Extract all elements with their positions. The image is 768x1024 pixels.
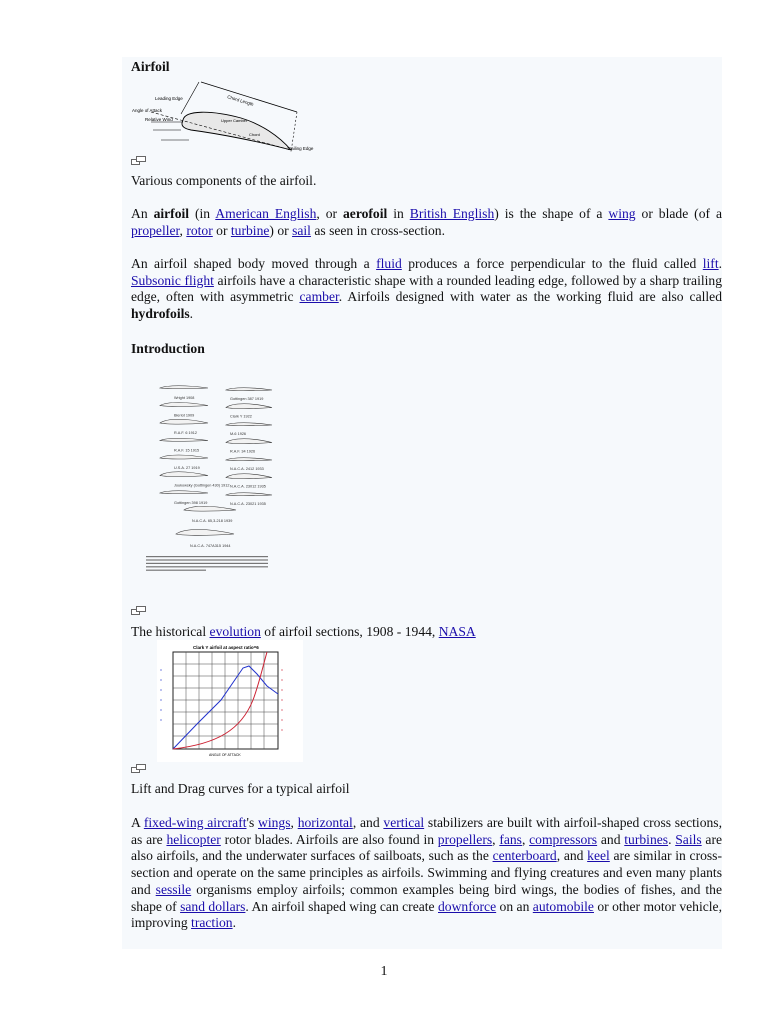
lift-drag-chart-xlabel: ANGLE OF ATTACK	[209, 753, 241, 757]
airfoil-section-left	[160, 455, 208, 459]
link-fans[interactable]: fans	[499, 831, 522, 847]
link-american-english[interactable]: American English	[215, 206, 317, 221]
airfoil-section-label: R.A.F. 6 1912	[174, 431, 198, 435]
lift-drag-chart-title: Clark Y airfoil at aspect ratio=6	[193, 645, 259, 650]
airfoil-section-left	[160, 472, 208, 477]
term-aerofoil: aerofoil	[342, 206, 388, 221]
link-fixed-wing-aircraft[interactable]: fixed-wing aircraft	[143, 815, 247, 830]
chord-length-label: Chord Length	[226, 94, 255, 107]
airfoil-section-bottom	[184, 506, 236, 511]
airfoil-section-label: R.A.F. 15 1915	[174, 448, 200, 453]
page-title: Airfoil	[131, 59, 170, 74]
airfoil-section-right	[226, 404, 272, 409]
airfoil-section-label: Gottingen 398 1919	[174, 501, 208, 505]
airfoil-section-right	[226, 388, 272, 391]
airfoil-section-left	[160, 419, 208, 424]
airfoil-section-left	[160, 386, 208, 389]
link-sessile[interactable]: sessile	[155, 881, 192, 897]
link-traction[interactable]: traction	[191, 915, 233, 931]
leading-edge-label: Leading Edge	[155, 96, 183, 101]
airfoil-section-label: N.A.C.A. 747A315 1944	[190, 544, 231, 548]
term-hydrofoils: hydrofoils	[131, 306, 190, 322]
upper-camber-label: Upper Camber	[221, 118, 248, 123]
link-wings[interactable]: wings	[258, 815, 291, 830]
airfoil-evolution-figure	[140, 382, 290, 576]
fine-print-line	[146, 559, 268, 560]
link-propellers[interactable]: propellers	[437, 831, 493, 847]
link-horizontal[interactable]: horizontal	[297, 815, 353, 830]
airfoil-section-label: Bleriot 1909	[174, 413, 195, 418]
airfoil-section-right	[226, 458, 272, 461]
fine-print-line	[146, 563, 268, 564]
link-lift[interactable]: lift	[702, 256, 719, 271]
airfoil-section-label: Gottingen 387 1919	[230, 397, 264, 401]
link-downforce[interactable]: downforce	[438, 898, 497, 914]
lift-paragraph: An airfoil shaped body moved through a fluid produces a force perpendicular to the fluid called lift. Subsonic flight airfoils have a characteristic shape with a rounded leading edge, followed by a sharp trailing edge, often with asymmetric camber. Airfoils designed with water as the working fluid are also called hydrofoils.	[131, 256, 723, 322]
link-sand-dollars[interactable]: sand dollars	[180, 898, 246, 914]
link-subsonic-flight[interactable]: Subsonic flight	[131, 272, 214, 288]
airfoil-section-left	[160, 403, 208, 407]
link-vertical[interactable]: vertical	[383, 815, 425, 830]
link-wing[interactable]: wing	[608, 206, 636, 221]
fine-print-line	[146, 570, 206, 571]
airfoil-section-right	[226, 439, 272, 444]
link-automobile[interactable]: automobile	[532, 898, 594, 914]
link-centerboard[interactable]: centerboard	[492, 848, 557, 864]
link-keel[interactable]: keel	[587, 848, 610, 864]
airfoil-section-label: N.A.C.A. 23012 1935	[230, 484, 266, 489]
fine-print-line	[146, 566, 268, 567]
link-camber[interactable]: camber	[299, 289, 339, 305]
link-rotor[interactable]: rotor	[186, 222, 213, 238]
introduction-heading: Introduction	[131, 341, 205, 356]
fine-print-line	[146, 556, 268, 557]
airfoil-section-label: U.S.A. 27 1919	[174, 466, 200, 470]
figure2-caption: The historical evolution of airfoil sections, 1908 - 1944, NASA	[131, 624, 476, 639]
link-nasa[interactable]: NASA	[438, 624, 476, 639]
relative-wind-label: Relative Wind	[145, 117, 173, 122]
link-sails[interactable]: Sails	[675, 831, 702, 847]
link-sail[interactable]: sail	[292, 222, 311, 238]
link-turbine[interactable]: turbine	[230, 222, 270, 238]
airfoil-section-label: N.A.C.A. 2412 1933	[230, 467, 264, 471]
enlarge-icon[interactable]	[131, 606, 146, 615]
airfoil-section-right	[226, 423, 272, 426]
applications-paragraph: A fixed-wing aircraft's wings, horizontal, and vertical stabilizers are built with airfoil-shaped cross sections, as are helicopter rotor blades. Airfoils are also found in propellers, fans, compressors and turbines. Sails are also airfoils, and the underwater surfaces of sailboats, such as the centerboard, and keel are similar in cross-section and operate on the same principles as airfoils. Swimming and flying creatures and even many plants and sessile organisms employ airfoils; common examples being bird wings, the bodies of fishes, and the shape of sand dollars. An airfoil shaped wing can create downforce on an automobile or other motor vehicle, improving traction.	[131, 815, 723, 931]
link-evolution[interactable]: evolution	[209, 624, 261, 639]
page-number: 1	[380, 964, 388, 979]
airfoil-components-diagram	[131, 78, 314, 158]
airfoil-section-label: R.A.F. 34 1926	[230, 449, 256, 454]
enlarge-icon[interactable]	[131, 764, 146, 773]
airfoil-section-label: N.A.C.A. 23021 1935	[230, 502, 266, 506]
airfoil-section-right	[226, 493, 272, 496]
link-propeller[interactable]: propeller	[131, 222, 180, 238]
link-compressors[interactable]: compressors	[529, 831, 598, 847]
lift-drag-chart	[157, 640, 303, 762]
intro-paragraph: An airfoil (in American English, or aerofoil in British English) is the shape of a wing or blade (of a propeller, rotor or turbine) or sail as seen in cross-section.	[131, 206, 723, 238]
airfoil-section-bottom	[176, 530, 234, 536]
chord-label: Chord	[249, 132, 260, 137]
airfoil-section-label: Wright 1908	[174, 396, 195, 400]
enlarge-icon[interactable]	[131, 156, 146, 165]
figure3-caption: Lift and Drag curves for a typical airfoil	[131, 781, 350, 796]
airfoil-section-label: Joukowsky (Gottingen 430) 1912	[174, 483, 230, 488]
airfoil-section-left	[160, 491, 208, 494]
link-helicopter[interactable]: helicopter	[166, 831, 221, 847]
airfoil-section-right	[226, 474, 272, 479]
link-fluid[interactable]: fluid	[376, 256, 402, 271]
trailing-edge-label: Trailing Edge	[287, 146, 314, 151]
link-british-english[interactable]: British English	[409, 206, 495, 221]
term-airfoil: airfoil	[153, 206, 190, 221]
figure1-caption: Various components of the airfoil.	[131, 173, 317, 188]
link-turbines[interactable]: turbines	[624, 831, 669, 847]
angle-of-attack-label: Angle of Attack	[132, 108, 163, 113]
airfoil-section-label: M-6 1926	[230, 432, 247, 436]
airfoil-section-label: N.A.C.A. 65,3-218 1939	[192, 519, 233, 523]
airfoil-section-label: Clark Y 1922	[230, 414, 252, 419]
airfoil-section-left	[160, 438, 208, 441]
